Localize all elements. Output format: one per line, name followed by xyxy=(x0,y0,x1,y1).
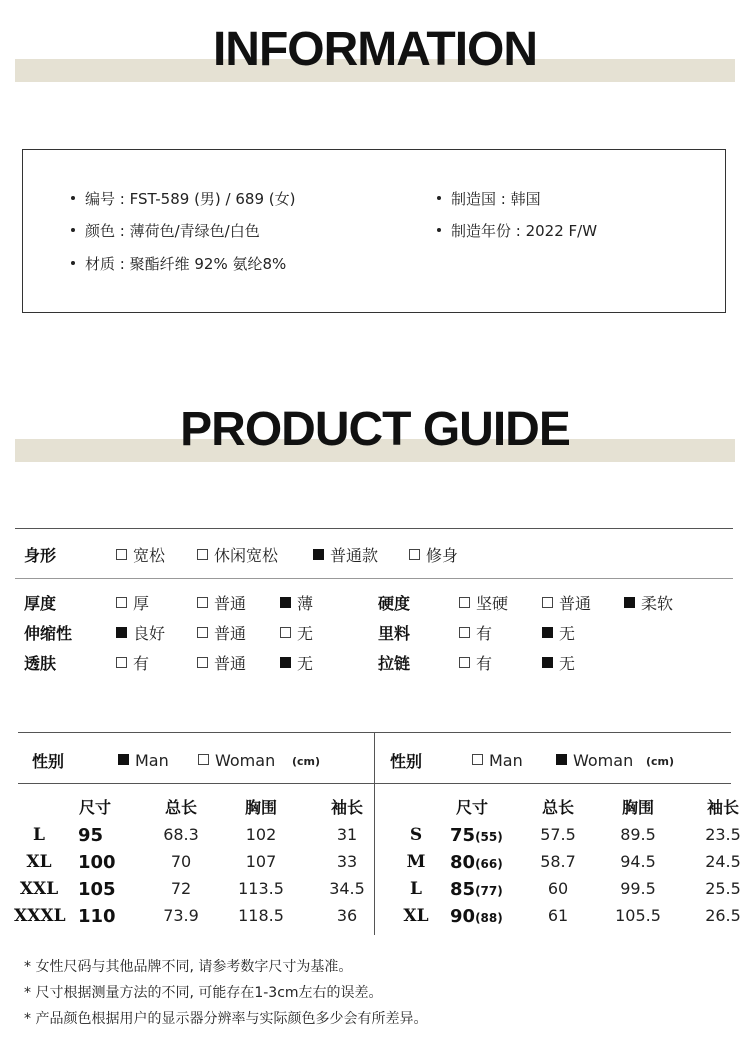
thickness-option-thick: 厚 xyxy=(116,591,149,614)
sleeve-value: 36 xyxy=(336,906,358,925)
men-header-size: 尺寸 xyxy=(78,798,111,817)
sheer-option-yes: 有 xyxy=(116,651,149,674)
size-number xyxy=(78,825,103,846)
sheer-option-normal: 普通 xyxy=(197,651,246,674)
checkbox-icon xyxy=(197,597,208,608)
size-number xyxy=(78,906,116,927)
length-value: 57.5 xyxy=(540,825,576,844)
checkbox-icon xyxy=(116,597,127,608)
men-header-chest: 胸围 xyxy=(244,798,277,817)
length-value: 61 xyxy=(547,906,569,925)
checkbox-checked-icon xyxy=(116,627,127,638)
zipper-option-none: 无 xyxy=(542,651,575,674)
sleeve-value: 24.5 xyxy=(705,852,741,871)
size-number xyxy=(450,906,503,927)
sheer-option-none: 无 xyxy=(280,651,313,674)
size-number-value: 95 xyxy=(78,825,104,846)
women-header-chest: 胸围 xyxy=(621,798,654,817)
info-box xyxy=(22,149,726,313)
info-title: INFORMATION xyxy=(212,23,538,76)
men-gender-man: Man xyxy=(118,751,169,770)
lining-option-yes: 有 xyxy=(459,621,492,644)
zipper-label: 拉链 xyxy=(378,654,411,673)
women-header-size: 尺寸 xyxy=(455,798,488,817)
fit-option-casual: 休闲宽松 xyxy=(197,543,278,566)
size-number-value: 110 xyxy=(78,906,116,927)
size-label: M xyxy=(406,852,426,872)
zipper-option-yes: 有 xyxy=(459,651,492,674)
size-number xyxy=(450,879,503,900)
checkbox-icon xyxy=(280,627,291,638)
men-header-sleeve: 袖长 xyxy=(330,798,363,817)
men-header-length: 总长 xyxy=(164,798,197,817)
checkbox-checked-icon xyxy=(280,657,291,668)
size-number-korean: (55) xyxy=(475,830,503,844)
bullet-icon xyxy=(71,196,75,200)
guide-title: PRODUCT GUIDE xyxy=(180,403,570,456)
checkbox-icon xyxy=(197,549,208,560)
thickness-option-thin: 薄 xyxy=(280,591,313,614)
divider xyxy=(15,528,733,529)
checkbox-checked-icon xyxy=(280,597,291,608)
size-number-value: 105 xyxy=(78,879,116,900)
women-gender-man: Man xyxy=(472,751,523,770)
checkbox-icon xyxy=(116,657,127,668)
chest-value: 118.5 xyxy=(238,906,284,925)
men-gender-woman: Woman xyxy=(198,751,275,770)
thickness-label: 厚度 xyxy=(24,594,57,613)
chest-value: 107 xyxy=(245,852,277,871)
women-unit: (cm) xyxy=(646,755,675,768)
checkbox-checked-icon xyxy=(118,754,129,765)
thickness-option-normal: 普通 xyxy=(197,591,246,614)
size-number-korean: (88) xyxy=(475,911,503,925)
checkbox-icon xyxy=(459,597,470,608)
note-color-difference: * 产品颜色根据用户的显示器分辨率与实际颜色多少会有所差异。 xyxy=(24,1011,428,1027)
size-number xyxy=(450,825,503,846)
checkbox-icon xyxy=(197,627,208,638)
size-number-korean: (77) xyxy=(475,884,503,898)
lining-option-none: 无 xyxy=(542,621,575,644)
stretch-label: 伸缩性 xyxy=(24,624,73,643)
info-line-country: 制造国 : 韩国 xyxy=(437,188,541,209)
women-gender-woman: Woman xyxy=(556,751,633,770)
fit-label: 身形 xyxy=(24,546,57,565)
checkbox-icon xyxy=(472,754,483,765)
sleeve-value: 23.5 xyxy=(705,825,741,844)
sleeve-value: 34.5 xyxy=(329,879,365,898)
bullet-icon xyxy=(437,228,441,232)
men-unit: (cm) xyxy=(292,755,321,768)
women-gender-label: 性别 xyxy=(390,752,423,771)
fit-option-regular: 普通款 xyxy=(313,543,378,566)
size-label: L xyxy=(33,825,45,845)
length-value: 68.3 xyxy=(163,825,199,844)
size-number xyxy=(78,852,116,873)
size-label: XL xyxy=(26,852,52,872)
sleeve-value: 26.5 xyxy=(705,906,741,925)
checkbox-checked-icon xyxy=(624,597,635,608)
checkbox-checked-icon xyxy=(556,754,567,765)
checkbox-checked-icon xyxy=(542,657,553,668)
size-label: L xyxy=(410,879,422,899)
stretch-option-normal: 普通 xyxy=(197,621,246,644)
info-line-year: 制造年份 : 2022 F/W xyxy=(437,220,597,241)
info-line-code: 编号 : FST-589 (男) / 689 (女) xyxy=(71,188,295,209)
sleeve-value: 31 xyxy=(336,825,358,844)
women-header-sleeve: 袖长 xyxy=(706,798,739,817)
size-number-value: 85 xyxy=(450,879,476,900)
checkbox-icon xyxy=(542,597,553,608)
chest-value: 89.5 xyxy=(620,825,656,844)
hardness-option-hard: 坚硬 xyxy=(459,591,508,614)
men-gender-label: 性别 xyxy=(32,752,65,771)
hardness-label: 硬度 xyxy=(378,594,411,613)
stretch-option-none: 无 xyxy=(280,621,313,644)
size-number-value: 90 xyxy=(450,906,476,927)
size-label: XXL xyxy=(19,879,59,899)
bullet-icon xyxy=(71,228,75,232)
hardness-option-soft: 柔软 xyxy=(624,591,673,614)
chest-value: 102 xyxy=(245,825,277,844)
checkbox-icon xyxy=(116,549,127,560)
size-number xyxy=(78,879,116,900)
size-number-value: 80 xyxy=(450,852,476,873)
checkbox-icon xyxy=(459,657,470,668)
women-header-length: 总长 xyxy=(541,798,574,817)
chest-value: 99.5 xyxy=(620,879,656,898)
sheer-label: 透肤 xyxy=(24,654,57,673)
length-value: 72 xyxy=(170,879,192,898)
checkbox-icon xyxy=(409,549,420,560)
checkbox-icon xyxy=(197,657,208,668)
size-number xyxy=(450,852,503,873)
sleeve-value: 33 xyxy=(336,852,358,871)
stretch-option-good: 良好 xyxy=(116,621,165,644)
size-label: S xyxy=(409,825,423,845)
hardness-option-normal: 普通 xyxy=(542,591,591,614)
bullet-icon xyxy=(71,261,75,265)
note-size-standard: * 女性尺码与其他品牌不同, 请参考数字尺寸为基准。 xyxy=(24,959,353,975)
size-number-value: 75 xyxy=(450,825,476,846)
length-value: 60 xyxy=(547,879,569,898)
length-value: 70 xyxy=(170,852,192,871)
info-line-color: 颜色 : 薄荷色/青绿色/白色 xyxy=(71,220,260,241)
checkbox-icon xyxy=(198,754,209,765)
checkbox-icon xyxy=(459,627,470,638)
sleeve-value: 25.5 xyxy=(705,879,741,898)
lining-label: 里料 xyxy=(378,624,411,643)
size-label: XXXL xyxy=(14,906,66,926)
divider xyxy=(15,578,733,579)
length-value: 73.9 xyxy=(163,906,199,925)
size-number-value: 100 xyxy=(78,852,116,873)
size-label: XL xyxy=(403,906,429,926)
fit-option-slim: 修身 xyxy=(409,543,458,566)
chest-value: 94.5 xyxy=(620,852,656,871)
fit-option-loose: 宽松 xyxy=(116,543,165,566)
checkbox-checked-icon xyxy=(313,549,324,560)
length-value: 58.7 xyxy=(540,852,576,871)
chest-value: 105.5 xyxy=(615,906,661,925)
info-line-material: 材质 : 聚酯纤维 92% 氨纶8% xyxy=(71,253,286,274)
bullet-icon xyxy=(437,196,441,200)
checkbox-checked-icon xyxy=(542,627,553,638)
chest-value: 113.5 xyxy=(238,879,284,898)
note-measure-error: * 尺寸根据测量方法的不同, 可能存在1-3cm左右的误差。 xyxy=(24,985,383,1001)
size-number-korean: (66) xyxy=(475,857,503,871)
